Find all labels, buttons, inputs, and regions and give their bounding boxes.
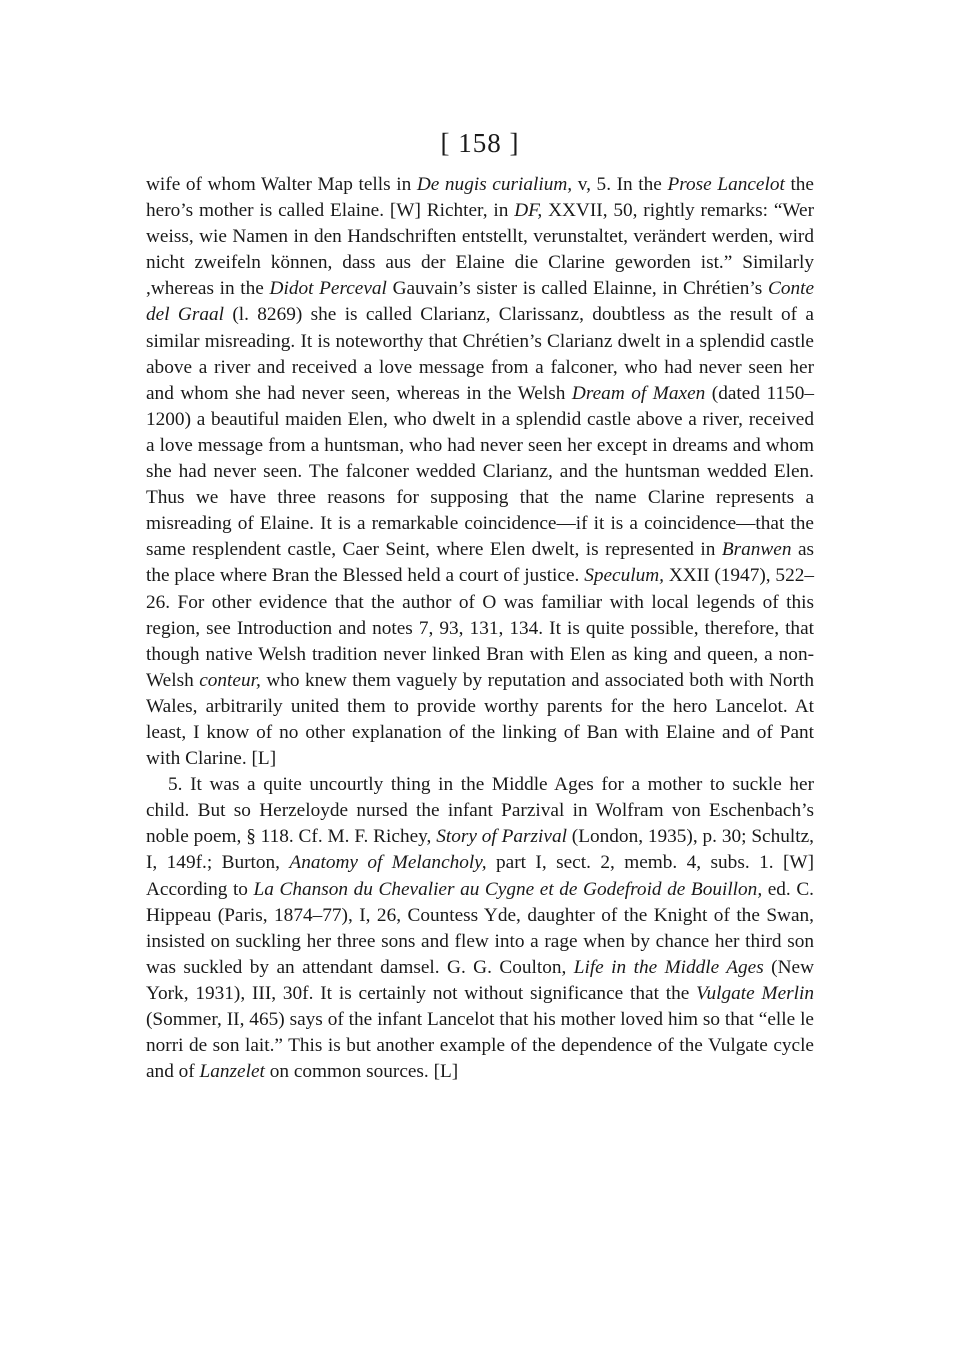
italic-title-text: La Chanson du Chevalier au Cygne et de Godefroid de Bouillon, (253, 878, 763, 900)
italic-title-text: Vulgate Merlin (696, 982, 814, 1004)
text-run: (dated 1150–1200) a beautiful maiden Elen, who dwelt in a splendid castle above a river, received a love message from a huntsman, who had never seen her except in dreams and whom she had never seen. The falconer wedded Clarianz, and the huntsman wedded Elen. Thus we have three reasons for supposing that the name Clarine represents a misreading of Elaine. It is a remarkable coincidence—if it is a coincidence—that the same resplendent castle, Caer Seint, where Elen dwelt, is represented in (146, 382, 814, 561)
text-run: (New York, 1931), III, 30f. It is certainly not without significance that the (146, 956, 815, 1004)
body-text (146, 172, 814, 1085)
italic-title-text: Conte del Graal (146, 278, 815, 326)
text-run: on common sources. [L] (264, 1061, 459, 1083)
italic-title-text: Lanzelet (199, 1061, 265, 1083)
paragraph-note-4-continued (146, 172, 814, 772)
italic-title-text: Anatomy of Melancholy, (289, 852, 487, 874)
italic-title-text: Didot Perceval (269, 278, 387, 300)
text-run: as the place where Bran the Blessed held a court of justice. (146, 539, 814, 587)
text-run: XXII (1947), 522–26. For other evidence that the author of O was familiar with local legends of this region, see Introduction and notes 7, 93, 131, 134. It is quite possible, therefore, that though native Welsh tradition never linked Bran with Elen as king and queen, a non-Welsh (146, 565, 814, 691)
text-run: wife of whom Walter Map tells in (146, 174, 417, 195)
italic-title-text: Speculum, (584, 565, 664, 587)
text-run: (London, 1935), p. 30; Schultz, I, 149f.; Burton, (146, 826, 814, 874)
text-run: who knew them vaguely by reputation and associated both with North Wales, arbitrarily united them to provide worthy parents for the hero Lancelot. At least, I know of no other explanation of the linking of Ban with Elaine and of Pant with Clarine. [L] (146, 669, 814, 770)
italic-title-text: DF, (514, 200, 543, 222)
page-number: [ 158 ] (440, 128, 520, 158)
italic-title-text: De nugis curialium, (416, 174, 573, 195)
italic-title-text: Story of Parzival (436, 826, 567, 848)
italic-title-text: Prose Lancelot (667, 174, 785, 195)
text-run: 5. It was a quite uncourtly thing in the Middle Ages for a mother to suckle her child. But so Herzeloyde nursed the infant Parzival in Wolfram von Eschenbach’s noble poem, § 118. Cf. M. F. Richey, (146, 774, 814, 848)
text-run: the hero’s mother is called Elaine. [W] Richter, in (146, 174, 814, 222)
text-run: part I, sect. 2, memb. 4, subs. 1. [W] According to (146, 852, 814, 900)
text-run: XXVII, 50, rightly remarks: “Wer weiss, wie Namen in den Handschriften entstellt, verunstaltet, verändert werden, wird nicht zweifeln können, dass aus der Elaine die Clarine geworden ist.” Similarly ,whereas in the (146, 200, 815, 300)
text-run: ed. C. Hippeau (Paris, 1874–77), I, 26, Countess Yde, daughter of the Knight of the Swan, insisted on suckling her three sons and flew into a rage when by chance her third son was suckled by an attendant damsel. G. G. Coulton, (146, 878, 815, 978)
text-run: (Sommer, II, 465) says of the infant Lancelot that his mother loved him so that “elle le norri de son lait.” This is but another example of the dependence of the Vulgate cycle and of (146, 1009, 814, 1083)
italic-title-text: Branwen (721, 539, 792, 561)
italic-title-text: Dream of Maxen (571, 382, 706, 404)
italic-title-text: Life in the Middle Ages (573, 956, 764, 978)
text-run: (l. 8269) she is called Clarianz, Clarissanz, doubtless as the result of a similar misreading. It is noteworthy that Chrétien’s Clarianz dwelt in a splendid castle above a river and received a love message from a falconer, who had never seen her and whom she had never seen, whereas in the Welsh (146, 304, 814, 404)
text-run: v, 5. In the (572, 174, 668, 195)
text-run: Gauvain’s sister is called Elainne, in Chrétien’s (386, 278, 768, 300)
italic-title-text: conteur, (199, 669, 261, 691)
paragraph-note-5 (146, 772, 814, 1085)
